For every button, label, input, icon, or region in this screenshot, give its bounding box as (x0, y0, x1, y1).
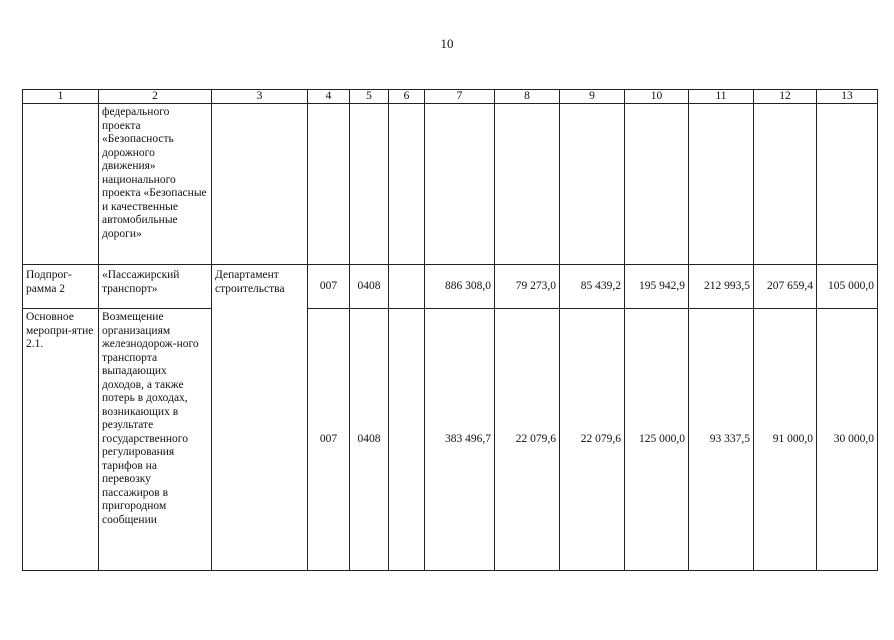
row-name-cell: федерального проекта «Безопасность дорожного движения» национального проекта «Безопасные и качественные автомобильные дороги» (99, 104, 212, 265)
value-cell (817, 104, 878, 265)
value-cell: 195 942,9 (625, 265, 689, 309)
table-row (23, 309, 878, 571)
row-name-cell: Возмещение организациям железнодорож-ного транспорта выпадающих доходов, а также потерь в доходах, возникающих в результате государственного регулирования тарифов на перевозку пассажиров в пригородном сообщении (99, 309, 212, 571)
value-cell (495, 104, 560, 265)
value-cell: 007 (308, 309, 350, 571)
row-code-cell: Подпрог-рамма 2 (23, 265, 99, 309)
value-cell (754, 104, 817, 265)
column-header: 12 (754, 90, 817, 104)
column-header: 4 (308, 90, 350, 104)
value-cell: 0408 (350, 265, 389, 309)
row-code-cell (23, 104, 99, 265)
value-cell: 22 079,6 (560, 309, 625, 571)
value-cell: 93 337,5 (689, 309, 754, 571)
column-header: 1 (23, 90, 99, 104)
column-header: 5 (350, 90, 389, 104)
table-row (23, 104, 878, 265)
row-name-cell: «Пассажирский транспорт» (99, 265, 212, 309)
value-cell (425, 104, 495, 265)
column-header: 13 (817, 90, 878, 104)
column-number-row (23, 90, 878, 104)
value-cell: 125 000,0 (625, 309, 689, 571)
value-cell: 79 273,0 (495, 265, 560, 309)
row-executor-cell (212, 104, 308, 265)
column-header: 2 (99, 90, 212, 104)
value-cell: 886 308,0 (425, 265, 495, 309)
column-header: 10 (625, 90, 689, 104)
value-cell: 207 659,4 (754, 265, 817, 309)
value-cell: 91 000,0 (754, 309, 817, 571)
value-cell (350, 104, 389, 265)
table-row (23, 265, 878, 309)
row-executor-cell: Департамент строительства (212, 265, 308, 571)
value-cell (625, 104, 689, 265)
value-cell: 85 439,2 (560, 265, 625, 309)
value-cell (308, 104, 350, 265)
page-number: 10 (440, 36, 454, 51)
value-cell (389, 309, 425, 571)
value-cell: 105 000,0 (817, 265, 878, 309)
column-header: 7 (425, 90, 495, 104)
column-header: 6 (389, 90, 425, 104)
value-cell (389, 265, 425, 309)
row-code-cell: Основное меропри-ятие 2.1. (23, 309, 99, 571)
value-cell: 0408 (350, 309, 389, 571)
budget-table (22, 89, 878, 571)
value-cell: 30 000,0 (817, 309, 878, 571)
value-cell (689, 104, 754, 265)
value-cell: 212 993,5 (689, 265, 754, 309)
value-cell (560, 104, 625, 265)
value-cell: 22 079,6 (495, 309, 560, 571)
column-header: 9 (560, 90, 625, 104)
value-cell (389, 104, 425, 265)
column-header: 11 (689, 90, 754, 104)
column-header: 8 (495, 90, 560, 104)
value-cell: 383 496,7 (425, 309, 495, 571)
value-cell: 007 (308, 265, 350, 309)
column-header: 3 (212, 90, 308, 104)
